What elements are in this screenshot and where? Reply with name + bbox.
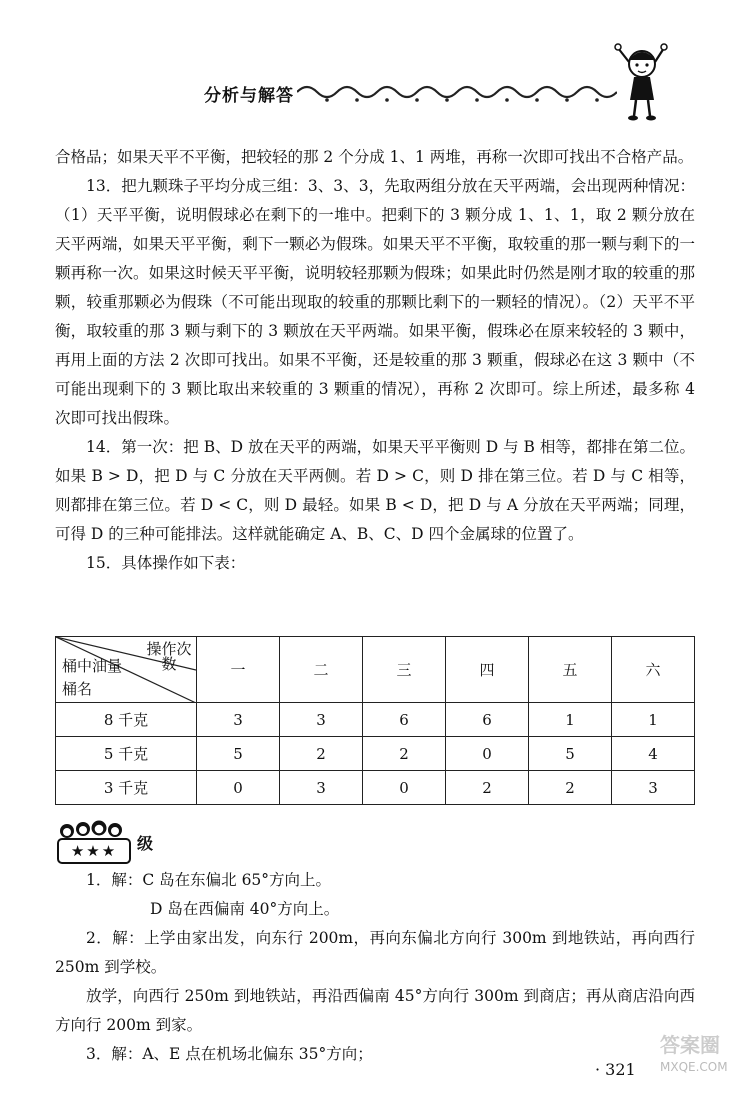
table-row [56, 703, 695, 737]
header-oil-label: 桶中油量 [62, 657, 123, 675]
paragraph-14: 14．第一次：把 B、D 放在天平的两端，如果天平平衡则 D 与 B 相等，都排在第二位。如果 B > D，把 D 与 C 分放在天平两侧。若 D > C，则 D 排在第三位。若 D 与 C 相等，则都排在第三位。若 D < C，则 D 最轻。如果 B < D，把 D 与 A 分放在天平两端；同理，可得 D 的三种可能排法。这样就能确定 A、B、C、D 四个金属球的位置了。 [55, 438, 695, 543]
page-header [0, 0, 750, 130]
children-heads-icon [57, 818, 129, 840]
column-header: 二 [280, 637, 363, 703]
row-name: 5 千克 [56, 737, 197, 771]
level-badge [55, 818, 175, 862]
paragraph-15: 15．具体操作如下表： [86, 554, 246, 572]
table-cell: 2 [446, 771, 529, 805]
table-cell: 3 [280, 703, 363, 737]
table-cell: 0 [363, 771, 446, 805]
table-cell: 1 [612, 703, 695, 737]
level-answers [55, 866, 695, 1069]
girl-mascot-icon [612, 40, 672, 122]
table-cell: 3 [197, 703, 280, 737]
answer-2-line-2: 放学，向西行 250m 到地铁站，再沿西偏南 45°方向行 300m 到商店；再从商店沿向西方向行 200m 到家。 [55, 987, 695, 1034]
watermark [660, 1030, 750, 1105]
table-cell: 0 [197, 771, 280, 805]
level-label: 级 [137, 834, 154, 853]
answer-body [55, 143, 695, 578]
diagonal-header-cell [56, 637, 197, 703]
table-cell: 1 [529, 703, 612, 737]
wave-decoration [297, 80, 617, 104]
table-cell: 6 [446, 703, 529, 737]
table-row [56, 737, 695, 771]
header-bucket-label: 桶名 [62, 680, 93, 698]
answer-1-line-1: 1．解：C 岛在东偏北 65°方向上。 [86, 871, 332, 889]
table-cell: 5 [197, 737, 280, 771]
table-cell: 2 [280, 737, 363, 771]
column-header: 三 [363, 637, 446, 703]
paragraph-continuation: 合格品；如果天平不平衡，把较轻的那 2 个分成 1、1 两堆，再称一次即可找出不合格产品。 [55, 148, 694, 166]
header-operations-label: 操作次数 [146, 640, 192, 673]
watermark-title: 答案圈 [660, 1033, 720, 1057]
table-cell: 0 [446, 737, 529, 771]
section-title: 分析与解答 [204, 86, 294, 106]
column-header: 一 [197, 637, 280, 703]
table-cell: 2 [363, 737, 446, 771]
three-stars-icon: ★★★ [57, 838, 131, 864]
table-cell: 2 [529, 771, 612, 805]
table-cell: 6 [363, 703, 446, 737]
column-header: 六 [612, 637, 695, 703]
answer-1-line-2: D 岛在西偏南 40°方向上。 [150, 900, 340, 918]
column-header: 五 [529, 637, 612, 703]
answer-3-line-1: 3．解：A、E 点在机场北偏东 35°方向； [86, 1045, 373, 1063]
table-cell: 4 [612, 737, 695, 771]
column-header: 四 [446, 637, 529, 703]
table-cell: 3 [280, 771, 363, 805]
page-number: · 321 [595, 1060, 636, 1079]
table-header-row [56, 637, 695, 703]
table-row [56, 771, 695, 805]
row-name: 8 千克 [56, 703, 197, 737]
paragraph-13: 13．把九颗珠子平均分成三组：3、3、3，先取两组分放在天平两端，会出现两种情况：（1）天平平衡，说明假球必在剩下的一堆中。把剩下的 3 颗分成 1、1、1，取 2 颗分放在天平两端，如果天平平衡，剩下一颗必为假珠。如果天平不平衡，取较重的那一颗与剩下的一颗再称一次。如果这时候天平平衡，说明较轻那颗为假珠；如果此时仍然是刚才取的较重的那颗，较重那颗必为假珠（不可能出现取的较重的那颗比剩下的一颗轻的情况）。（2）天平不平衡，取较重的那 3 颗与剩下的 3 颗放在天平两端。如果平衡，假珠必在原来较轻的 3 颗中，再用上面的方法 2 次即可找出。如果不平衡，还是较重的那 3 颗重，假球必在这 3 颗中（不可能出现剩下的 3 颗比取出来较重的 3 颗重的情况），再称 2 次即可。综上所述，最多称 4 次即可找出假珠。 [55, 177, 695, 427]
oil-operations-table [55, 636, 695, 805]
table-cell: 5 [529, 737, 612, 771]
watermark-url: MXQE.COM [660, 1060, 728, 1074]
answer-2-line-1: 2．解：上学由家出发，向东行 200m，再向东偏北方向行 300m 到地铁站，再向西行 250m 到学校。 [55, 929, 695, 976]
row-name: 3 千克 [56, 771, 197, 805]
table-cell: 3 [612, 771, 695, 805]
